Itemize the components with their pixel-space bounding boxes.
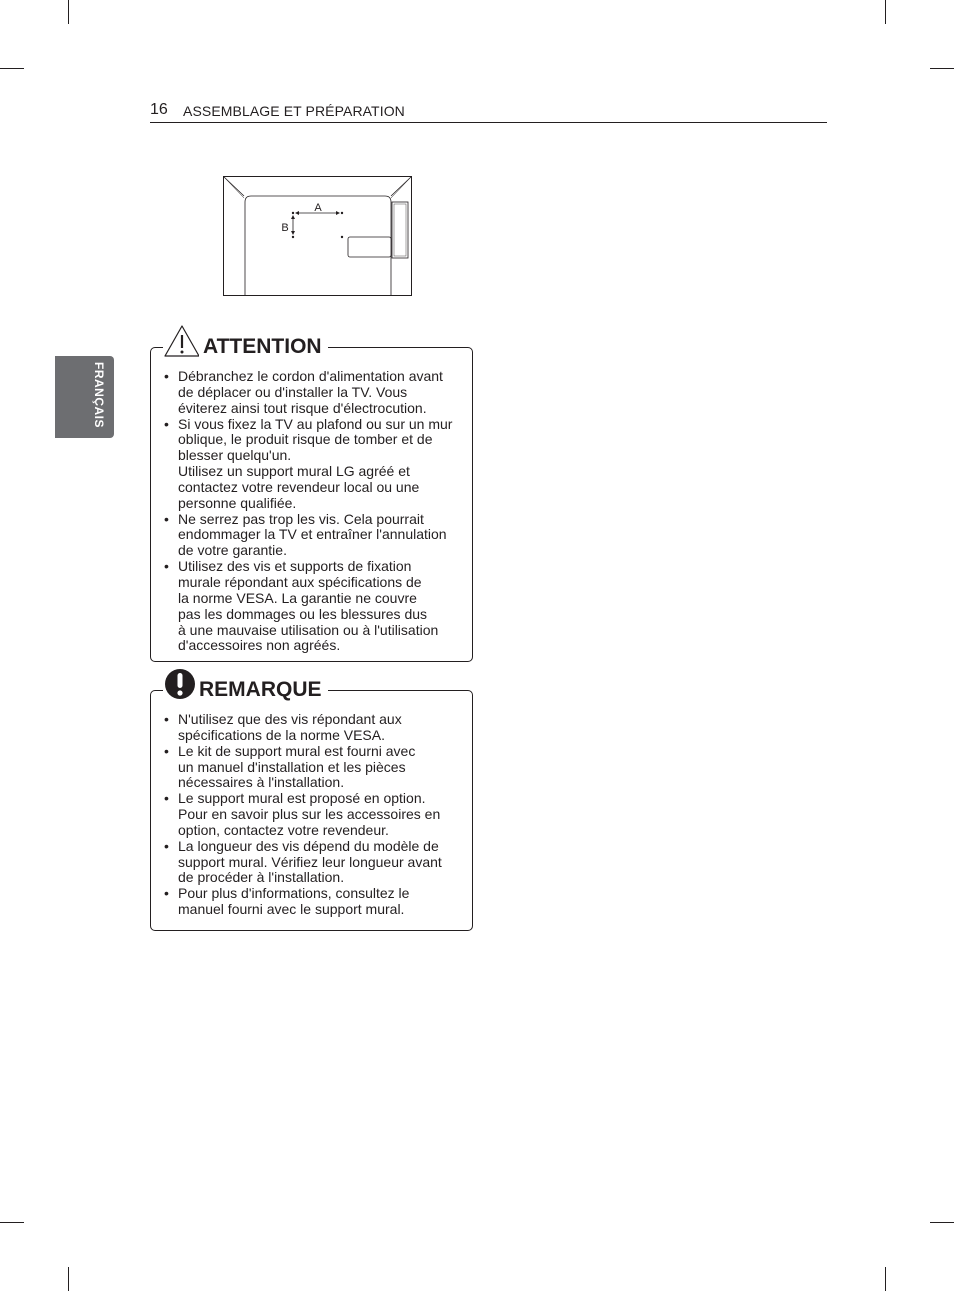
crop-mark xyxy=(885,0,886,24)
bullet: • xyxy=(164,790,169,807)
remarque-list xyxy=(164,712,460,918)
attention-title: ATTENTION xyxy=(199,335,328,359)
crop-mark xyxy=(68,0,69,24)
tv-back-illustration xyxy=(223,176,412,296)
page-header xyxy=(150,100,827,123)
bullet: • xyxy=(164,415,169,432)
bullet: • xyxy=(164,711,169,727)
crop-mark xyxy=(930,1222,954,1223)
dimension-label-b: B xyxy=(281,222,289,234)
bullet: • xyxy=(164,837,169,854)
list-item: • Le kit de support mural est fourni avec un manuel d'installation et les pièces nécessaires à l'installation. xyxy=(164,742,416,791)
language-label: FRANÇAIS xyxy=(92,362,106,428)
crop-mark xyxy=(885,1267,886,1291)
bullet: • xyxy=(164,510,169,527)
remarque-title: REMARQUE xyxy=(195,678,328,702)
dimension-label-a: A xyxy=(314,202,322,214)
section-title: ASSEMBLAGE ET PRÉPARATION xyxy=(183,103,405,119)
list-item: • Débranchez le cordon d'alimentation avant de déplacer ou d'installer la TV. Vous éviterez ainsi tout risque d'électrocution. xyxy=(164,368,443,416)
remarque-box xyxy=(150,678,473,931)
list-item: • N'utilisez que des vis répondant aux spécifications de la norme VESA. xyxy=(164,711,402,743)
attention-list xyxy=(164,369,460,654)
bullet: • xyxy=(164,368,169,384)
language-tab xyxy=(55,356,114,438)
attention-box xyxy=(150,335,473,662)
list-item: • Le support mural est proposé en option. Pour en savoir plus sur les accessoires en option, contactez votre revendeur. xyxy=(164,790,441,838)
page-number: 16 xyxy=(150,101,168,118)
list-item: • La longueur des vis dépend du modèle de support mural. Vérifiez leur longueur avant de procéder à l'installation. xyxy=(164,837,442,886)
wall-mount-diagram xyxy=(223,176,412,296)
bullet: • xyxy=(164,558,169,575)
crop-mark xyxy=(930,68,954,69)
crop-mark xyxy=(0,1222,24,1223)
warning-triangle-icon xyxy=(163,324,201,358)
bullet: • xyxy=(164,742,169,759)
list-item: • Utilisez des vis et supports de fixation murale répondant aux spécifications de la norme VESA. La garantie ne couvre pas les dommages ou les blessures dus à une mauvaise utilisation ou à l'utilisation d'accessoires non agréés. xyxy=(164,558,439,654)
exclamation-circle-icon xyxy=(163,667,197,701)
list-item: • Ne serrez pas trop les vis. Cela pourrait endommager la TV et entraîner l'annulation de votre garantie. xyxy=(164,510,447,559)
crop-mark xyxy=(0,68,24,69)
list-item: • Si vous fixez la TV au plafond ou sur un mur oblique, le produit risque de tomber et de blesser quelqu'un. Utilisez un support mural LG agréé et contactez votre revendeur local ou une personne qualifiée. xyxy=(164,415,453,511)
list-item: • Pour plus d'informations, consultez le manuel fourni avec le support mural. xyxy=(164,885,410,918)
bullet: • xyxy=(164,885,169,902)
crop-mark xyxy=(68,1267,69,1291)
